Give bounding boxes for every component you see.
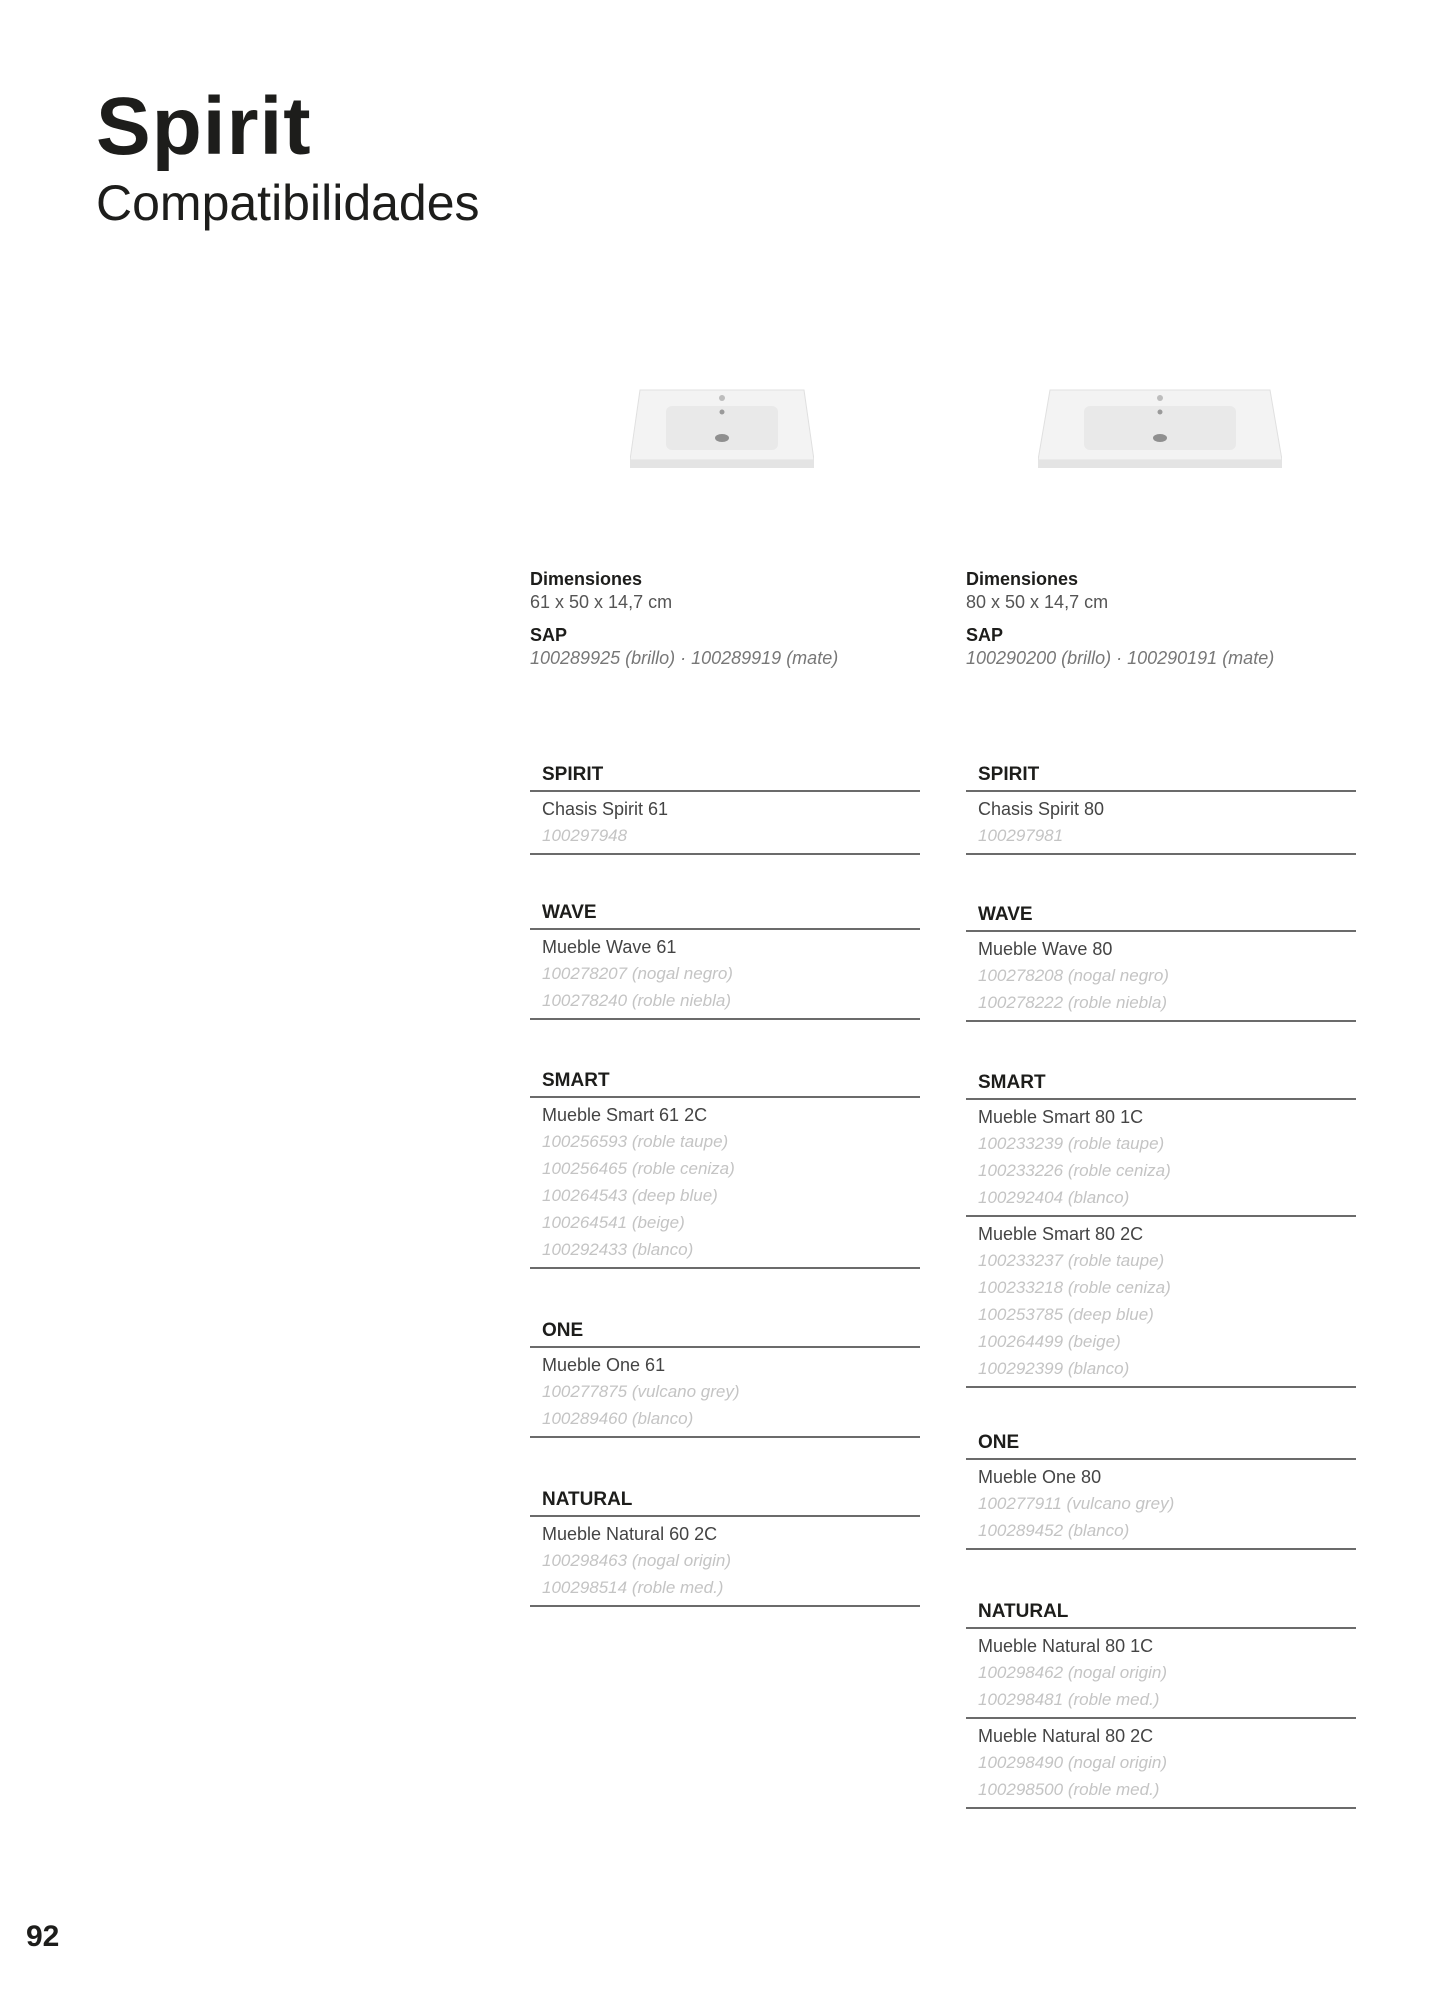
entry-code: 100297981 [978,826,1064,845]
compat-entry [966,1719,1356,1809]
compat-group-spirit [530,760,920,855]
group-title: SMART [530,1066,920,1098]
compat-entry [530,1517,920,1607]
entry-code: 100297948 [542,826,628,845]
compat-entry [966,1100,1356,1217]
group-title: ONE [530,1316,920,1348]
sap-codes: 100290200 (brillo) · 100290191 (mate) [966,648,1275,668]
entry-code: 100233218 (roble ceniza) [978,1278,1171,1297]
group-title: WAVE [966,900,1356,932]
compat-group-wave [966,900,1356,1022]
entry-name: Mueble Natural 80 1C [978,1636,1154,1656]
entry-code: 100289452 (blanco) [978,1521,1130,1540]
compat-entry [530,930,920,1020]
compat-entry [966,1217,1356,1388]
compat-entry [530,792,920,855]
sap-label: SAP [966,625,1004,645]
dimensions-value: 61 x 50 x 14,7 cm [530,592,673,612]
group-title: SPIRIT [530,760,920,792]
spec-block [530,568,930,670]
entry-name: Chasis Spirit 61 [542,799,669,819]
entry-code: 100256593 (roble taupe) [542,1132,729,1151]
washbasin-icon [630,388,814,472]
entry-name: Mueble Smart 80 2C [978,1224,1144,1244]
compat-group-wave [530,898,920,1020]
compat-group-one [966,1428,1356,1550]
entry-code: 100233226 (roble ceniza) [978,1161,1171,1180]
entry-code: 100298462 (nogal origin) [978,1663,1168,1682]
entry-code: 100278207 (nogal negro) [542,964,733,983]
compat-group-natural [530,1485,920,1607]
compat-entry [966,932,1356,1022]
entry-name: Mueble Natural 60 2C [542,1524,718,1544]
washbasin-icon-graphic [630,388,814,472]
entry-code: 100278222 (roble niebla) [978,993,1168,1012]
sap-label: SAP [530,625,568,645]
entry-name: Chasis Spirit 80 [978,799,1105,819]
compat-entry [966,1460,1356,1550]
entry-code: 100277911 (vulcano grey) [978,1494,1175,1513]
page-number: 92 [26,1920,60,1953]
entry-code: 100289460 (blanco) [542,1409,694,1428]
entry-name: Mueble Wave 61 [542,937,677,957]
page-subtitle: Compatibilidades [96,175,480,231]
compat-entry [966,792,1356,855]
dimensions-label: Dimensiones [530,569,643,589]
entry-name: Mueble One 61 [542,1355,666,1375]
spec-block [966,568,1366,670]
entry-code: 100292404 (blanco) [978,1188,1130,1207]
compat-group-natural [966,1597,1356,1809]
washbasin-icon-graphic [1038,388,1282,472]
dimensions-label: Dimensiones [966,569,1079,589]
group-title: SMART [966,1068,1356,1100]
entry-code: 100292399 (blanco) [978,1359,1130,1378]
entry-name: Mueble Smart 61 2C [542,1105,708,1125]
entry-code: 100298500 (roble med.) [978,1780,1160,1799]
entry-code: 100264499 (beige) [978,1332,1121,1351]
entry-code: 100233237 (roble taupe) [978,1251,1165,1270]
entry-name: Mueble One 80 [978,1467,1102,1487]
group-title: NATURAL [530,1485,920,1517]
entry-code: 100264541 (beige) [542,1213,685,1232]
entry-name: Mueble Wave 80 [978,939,1113,959]
entry-code: 100233239 (roble taupe) [978,1134,1165,1153]
entry-code: 100298481 (roble med.) [978,1690,1160,1709]
compat-entry [530,1098,920,1269]
washbasin-icon [1038,388,1282,472]
entry-code: 100264543 (deep blue) [542,1186,718,1205]
page-title: Spirit [96,81,312,172]
compat-entry [966,1629,1356,1719]
entry-code: 100278208 (nogal negro) [978,966,1169,985]
compat-group-smart [530,1066,920,1269]
compat-group-one [530,1316,920,1438]
entry-code: 100298463 (nogal origin) [542,1551,732,1570]
group-title: SPIRIT [966,760,1356,792]
entry-code: 100298490 (nogal origin) [978,1753,1168,1772]
entry-code: 100277875 (vulcano grey) [542,1382,740,1401]
sap-codes: 100289925 (brillo) · 100289919 (mate) [530,648,839,668]
entry-name: Mueble Natural 80 2C [978,1726,1154,1746]
compat-group-spirit [966,760,1356,855]
group-title: WAVE [530,898,920,930]
group-title: ONE [966,1428,1356,1460]
entry-code: 100292433 (blanco) [542,1240,694,1259]
dimensions-value: 80 x 50 x 14,7 cm [966,592,1109,612]
entry-code: 100298514 (roble med.) [542,1578,724,1597]
entry-code: 100278240 (roble niebla) [542,991,732,1010]
compat-entry [530,1348,920,1438]
entry-name: Mueble Smart 80 1C [978,1107,1144,1127]
compat-group-smart [966,1068,1356,1388]
entry-code: 100253785 (deep blue) [978,1305,1154,1324]
group-title: NATURAL [966,1597,1356,1629]
entry-code: 100256465 (roble ceniza) [542,1159,735,1178]
